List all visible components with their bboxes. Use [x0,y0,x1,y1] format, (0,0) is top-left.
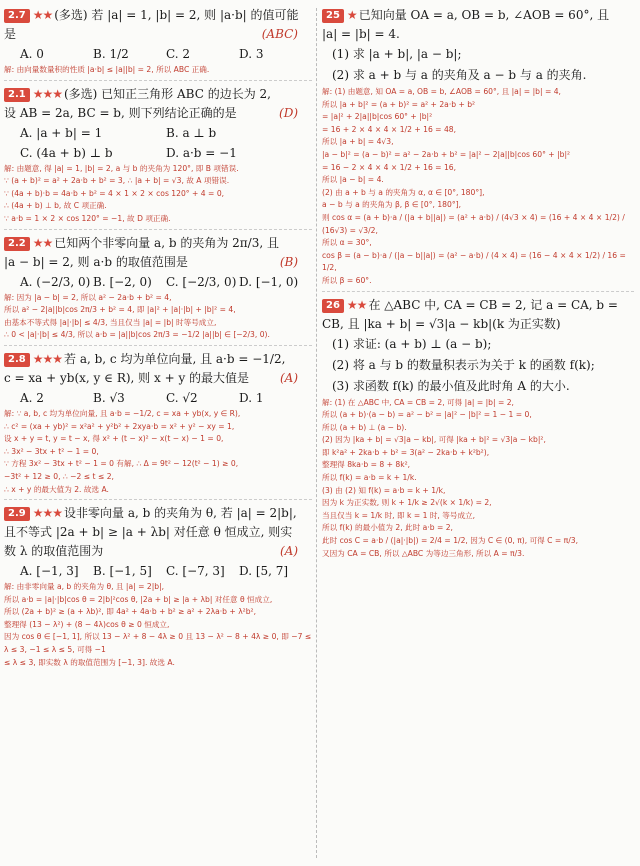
column-divider [316,8,317,858]
solution-line: 解: ∵ a, b, c 均为单位向量, 且 a·b = −1/2, c = xa + yb(x, y ∈ R), [4,408,241,418]
solution-line: 所以 f(k) 的最小值为 2, 此时 a·b = 2, [322,523,453,533]
option-item: C. 2 [166,47,191,61]
option-item: B. [−2, 0) [93,274,152,289]
solution-line: 所以 (a + b) ⊥ (a − b). [322,422,407,432]
option-item: B. [−1, 5] [93,564,152,579]
problem-block [4,504,312,669]
question-text: |a − b| = 2, 则 a·b 的取值范围是 [4,254,188,269]
solution-line: |a − b|² = (a − b)² = a² − 2a·b + b² = |a|² − 2|a||b|cos 60° + |b|² [322,149,571,159]
option-item: C. (4a + b) ⊥ b [20,145,113,160]
question-text: 已知两个非零向量 a, b 的夹角为 2π/3, 且 [54,235,279,250]
solution-line: 因为 cos θ ∈ [−1, 1], 所以 13 − λ² + 8 − 4λ ≥ 0 且 13 − λ² − 8 + 4λ ≥ 0, 即 −7 ≤ λ ≤ 3, −1 ≤ λ ≤ 5, 可得 −1 [4,632,312,655]
solution-text [4,581,312,669]
problem-separator [322,291,634,292]
question-text: 在 △ABC 中, CA = CB = 2, 记 a = CA, b = [368,297,618,312]
difficulty-stars: ★★★ [32,86,62,101]
solution-line: 所以 β = 60°. [322,275,372,285]
answer-mark: (A) [279,544,298,559]
question-line [322,6,634,25]
question-line [4,523,312,542]
problem-number-badge: 2.8 [4,353,30,367]
problem-block [4,6,312,81]
question-line [322,315,634,334]
problem-number-badge: 25 [322,9,344,23]
solution-line: 所以 a·b = |a|·|b|cos θ = 2|b|²cos θ, |2a + b| ≥ |a + λb| 对任意 θ 恒成立, [4,594,273,604]
option-item: D. 3 [239,47,264,61]
solution-line: 所以 |a − b| = 4. [322,175,384,185]
question-line [322,296,634,315]
right-column [322,6,634,564]
problem-block [322,6,634,292]
answer-mark: (ABC) [261,27,298,41]
solution-text [4,408,312,496]
difficulty-stars: ★★ [32,235,53,250]
solution-line: (2) 因为 |ka + b| = √3|a − kb|, 可得 |ka + b|² = √3|a − kb|², [322,435,546,445]
option-item: A. [−1, 3] [20,564,79,579]
solution-line: 解: 因为 |a − b| = 2, 所以 a² − 2a·b + b² = 4, [4,292,172,302]
option-item: C. [−2/3, 0) [166,274,237,289]
solution-line: (3) 由 (2) 知 f(k) = a·b = k + 1/k, [322,485,446,495]
question-line [322,25,634,44]
question-text: 数 λ 的取值范围为 [4,544,104,559]
solution-line: −3t² + 12 ≥ 0, ∴ −2 ≤ t ≤ 2, [4,471,114,481]
question-line [4,542,312,561]
option-item: A. |a + b| = 1 [20,125,103,140]
solution-text [4,292,312,342]
solution-line: 所以 α = 30°, [322,238,372,248]
solution-line: = 16 + 2 × 4 × 4 × 1/2 + 16 = 48, [322,124,457,134]
solution-line: 所以 |a + b| = 4√3, [322,137,394,147]
solution-line: 此时 cos C = a·b / (|a|·|b|) = 2/4 = 1/2, 因为 C ∈ (0, π), 可得 C = π/3, [322,536,579,546]
solution-line: 解: (1) 在 △ABC 中, CA = CB = 2, 可得 |a| = |b| = 2, [322,397,514,407]
problem-block [322,296,634,561]
solution-line: 所以 |a + b|² = (a + b)² = a² + 2a·b + b² [322,99,476,109]
sub-question: (1) 求证: (a + b) ⊥ (a − b); [332,336,492,351]
option-item: A. 0 [20,47,44,61]
solution-line: ∴ x + y 的最大值为 2. 故选 A. [4,484,109,494]
solution-line: 解: (1) 由题意, 知 OA = a, OB = b, ∠AOB = 60°, 且 |a| = |b| = 4, [322,87,561,96]
solution-line: cos β = (a − b)·a / (|a − b||a|) = (a² − a·b) / (4 × 4) = (16 − 4 × 4 × 1/2) / 16 = 1/2, [322,250,626,273]
problem-separator [4,499,312,500]
solution-line: 当且仅当 k = 1/k 时, 即 k = 1 时, 等号成立, [322,510,476,520]
solution-line: (2) 由 a + b 与 a 的夹角为 α, α ∈ [0°, 180°], [322,187,485,197]
difficulty-stars: ★★ [346,297,367,312]
difficulty-stars: ★★★ [32,351,62,366]
solution-line: ∵ a·b = 1 × 2 × cos 120° = −1, 故 D 项正确. [4,213,171,223]
solution-line: 因为 k 为正实数, 则 k + 1/k ≥ 2√(k × 1/k) = 2, [322,498,492,508]
sub-question: (2) 求 a + b 与 a 的夹角及 a − b 与 a 的夹角. [332,68,587,82]
solution-text [322,397,634,561]
solution-line: 设 x + y = t, y = t − x, 得 x² + (t − x)² − x(t − x) − 1 = 0, [4,434,224,444]
option-item: A. 2 [20,390,44,405]
question-line [4,104,312,123]
sub-question: (3) 求函数 f(k) 的最小值及此时角 A 的大小. [332,378,570,393]
solution-line: ∴ 0 < |a|·|b| ≤ 4/3, 所以 a·b = |a||b|cos 2π/3 = −1/2 |a||b| ∈ [−2/3, 0). [4,330,270,340]
sub-question: (1) 求 |a + b|, |a − b|; [332,47,462,61]
question-text: 若 a, b, c 均为单位向量, 且 a·b = −1/2, [64,351,286,366]
question-line [4,253,312,272]
question-text: (多选) 若 |a| = 1, |b| = 2, 则 |a·b| 的值可能 [54,8,299,22]
question-text: 已知向量 OA = a, OB = b, ∠AOB = 60°, 且 [358,8,610,22]
question-text: |a| = |b| = 4. [322,27,400,41]
problem-number-badge: 2.2 [4,237,30,251]
answer-mark: (A) [279,370,298,385]
question-line [4,6,312,25]
solution-line: 整理得 8ka·b = 8 + 8k², [322,460,411,470]
solution-line: 所以 a² − 2|a||b|cos 2π/3 + b² = 4, 即 |a|² + |a|·|b| + |b|² = 4, [4,305,236,315]
options-row [4,272,312,292]
solution-text [4,163,312,226]
question-line [4,369,312,388]
option-item: C. [−7, 3] [166,564,225,579]
problem-number-badge: 2.9 [4,507,30,521]
solution-line: ≤ λ ≤ 3, 即实数 λ 的取值范围为 [−1, 3]. 故选 A. [4,657,175,667]
problem-separator [4,229,312,230]
solution-line: 由基本不等式得 |a|·|b| ≤ 4/3, 当且仅当 |a| = |b| 时等号成立, [4,317,217,327]
question-line [4,350,312,369]
question-text: c = xa + yb(x, y ∈ R), 则 x + y 的最大值是 [4,370,250,385]
difficulty-stars: ★★ [32,8,53,22]
solution-line: ∵ 方程 3x² − 3tx + t² − 1 = 0 有解, ∴ Δ = 9t² − 12(t² − 1) ≥ 0, [4,459,239,469]
solution-line: = 16 − 2 × 4 × 4 × 1/2 + 16 = 16, [322,162,457,172]
question-text: 设 AB = 2a, BC = b, 则下列结论正确的是 [4,105,237,120]
problem-number-badge: 2.7 [4,9,30,23]
sub-question: (2) 将 a 与 b 的数量积表示为关于 k 的函数 f(k); [332,357,595,372]
answer-mark: (B) [279,254,298,269]
question-text: 且不等式 |2a + b| ≥ |a + λb| 对任意 θ 恒成立, 则实 [4,525,293,540]
difficulty-stars: ★★★ [32,506,62,521]
problem-block [4,234,312,346]
option-item: D. 1 [239,390,264,405]
question-text: 是 [4,27,17,41]
options-row [4,123,312,163]
solution-line: 即 k²a² + 2ka·b + b² = 3(a² − 2ka·b + k²b²), [322,447,490,457]
solution-text [4,64,312,77]
problem-block [4,350,312,500]
question-line [4,504,312,523]
problem-separator [4,80,312,81]
question-line [4,25,312,44]
question-line [4,234,312,253]
solution-line: ∵ (a + b)² = a² + 2a·b + b² = 3, ∴ |a + b| = √3, 故 A 项错误. [4,176,230,186]
question-text: 设非零向量 a, b 的夹角为 θ, 若 |a| = 2|b|, [64,506,297,521]
solution-line: 所以 (2a + b)² ≥ (a + λb)², 即 4a² + 4a·b + b² ≥ a² + 2λa·b + λ²b², [4,607,257,617]
solution-line: 又因为 CA = CB, 所以 △ABC 为等边三角形, 所以 A = π/3. [322,548,525,558]
solution-line: = |a|² + 2|a||b|cos 60° + |b|² [322,112,433,122]
problem-number-badge: 26 [322,299,344,313]
problem-number-badge: 2.1 [4,88,30,102]
options-row [4,561,312,581]
question-line [4,85,312,104]
options-row [4,388,312,408]
solution-line: ∴ c² = (xa + yb)² = x²a² + y²b² + 2xya·b = x² + y² − xy = 1, [4,421,235,431]
option-item: C. √2 [166,390,198,405]
options-row [4,44,312,64]
option-item: D. a·b = −1 [166,145,237,160]
solution-line: 整理得 (13 − λ²) + (8 − 4λ)cos θ ≥ 0 恒成立, [4,619,170,629]
solution-text [322,86,634,288]
option-item: B. 1/2 [93,47,129,61]
solution-line: ∵ (4a + b)·b = 4a·b + b² = 4 × 1 × 2 × cos 120° + 4 = 0, [4,188,225,198]
solution-line: 所以 f(k) = a·b = k + 1/k. [322,473,417,483]
option-item: B. a ⊥ b [166,125,217,140]
solution-line: 解: 由题意, 得 |a| = 1, |b| = 2, a 与 b 的夹角为 120°, 即 B 项错误. [4,163,239,173]
option-item: B. √3 [93,390,125,405]
difficulty-stars: ★ [346,8,357,22]
solution-line: 则 cos α = (a + b)·a / (|a + b||a|) = (a² + a·b) / (4√3 × 4) = (16 + 4 × 4 × 1/2) / (16√3) = √3/2, [322,212,625,235]
solution-line: ∴ (4a + b) ⊥ b, 故 C 项正确. [4,201,107,211]
problem-separator [4,345,312,346]
question-text: (多选) 已知正三角形 ABC 的边长为 2, [64,86,271,101]
answer-mark: (D) [279,105,298,120]
option-item: A. (−2/3, 0) [20,274,91,289]
solution-line: 解: 由向量数量积的性质 |a·b| ≤ |a||b| = 2, 所以 ABC 正确. [4,65,210,74]
solution-line: 解: 由非零向量 a, b 的夹角为 θ, 且 |a| = 2|b|, [4,582,165,592]
question-text: CB, 且 |ka + b| = √3|a − kb|(k 为正实数) [322,316,561,331]
problem-block [4,85,312,230]
solution-line: 所以 (a + b)·(a − b) = a² − b² = |a|² − |b|² = 1 − 1 = 0, [322,410,532,420]
left-column [4,6,312,673]
solution-line: ∴ 3x² − 3tx + t² − 1 = 0, [4,446,99,456]
option-item: D. [5, 7] [239,564,289,579]
solution-line: a − b 与 a 的夹角为 β, β ∈ [0°, 180°], [322,200,461,210]
option-item: D. [−1, 0) [239,274,299,289]
